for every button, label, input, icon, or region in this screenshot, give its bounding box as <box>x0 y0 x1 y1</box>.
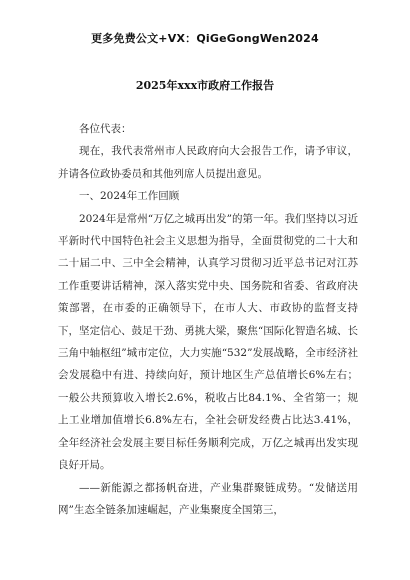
section-heading: 一、2024年工作回顾 <box>79 190 180 203</box>
intro-paragraph: 现在，我代表常州市人民政府向大会报告工作，请予审议，并请各位政协委员和其他列席人员提出意见。 <box>58 145 358 180</box>
promo-banner: 更多免费公文+VX：QiGeGongWen2024 <box>91 32 319 45</box>
document-title: 2025年xxx市政府工作报告 <box>135 79 275 92</box>
review-paragraph: 2024年是常州“万亿之城再出发”的第一年。我们坚持以习近平新时代中国特色社会主义思想为指导，全面贯彻党的二十大和二十届二中、三中全会精神，认真学习贯彻习近平总书记对江苏工作重要讲话精神，深入落实党中央、国务院和省委、省政府决策部署，在市委的正确领导下，在市人大、市政协的监督支持下，坚定信心、鼓足干劲、勇挑大梁，聚焦“国际化智造名城、长三角中轴枢纽”城市定位，大力实施“532”发展战略，全市经济社会发展稳中有进、持续向好，预计地区生产总值增长6%左右；一般公共预算收入增长2.6%，税收占比84.1%、全省第一；规上工业增加值增长6.8%左右，全社会研发经费占比达3.41%，全年经济社会发展主要目标任务顺利完成，万亿之城再出发实现良好开局。 <box>58 212 358 472</box>
document-body <box>58 118 358 521</box>
new-energy-paragraph: ——新能源之都扬帆奋进，产业集群聚链成势。“发储送用网”生态全链条加速崛起，产业集聚度全国第三， <box>58 481 358 516</box>
salutation: 各位代表： <box>79 123 132 135</box>
